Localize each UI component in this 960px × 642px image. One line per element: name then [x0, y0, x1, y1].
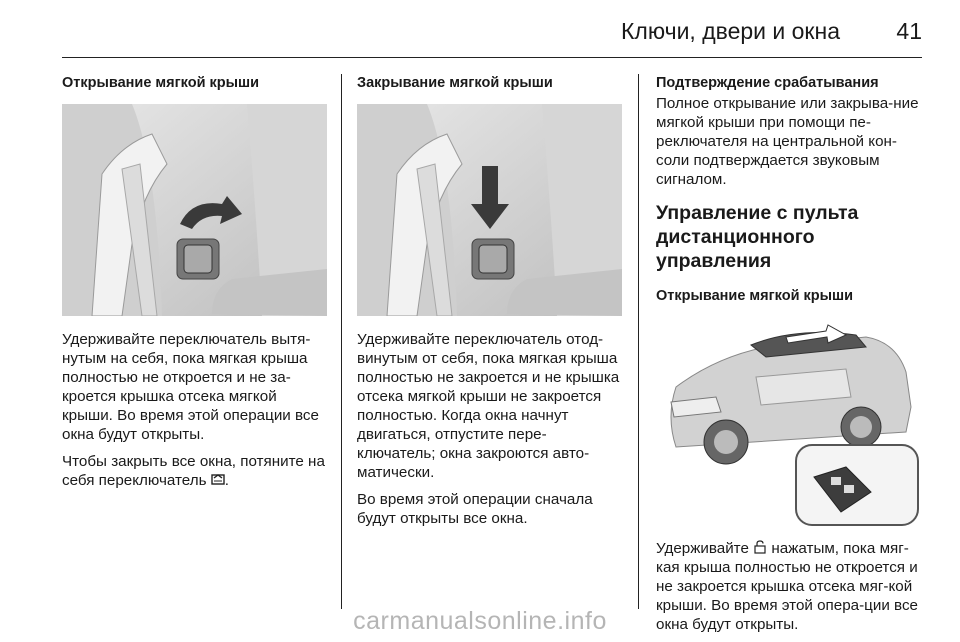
console-switch-pull-illustration	[62, 104, 327, 316]
page-header-title: Ключи, двери и окна	[621, 18, 840, 44]
section-heading-remote: Управление с пульта дистанционного управления	[656, 202, 859, 272]
instruction-paragraph-close-windows: Чтобы закрыть все окна, потяните на себя переключатель .	[62, 453, 325, 489]
watermark: carmanualsonline.info	[353, 607, 607, 635]
section-subheading: Закрывание мягкой крыши	[357, 75, 553, 91]
section-subheading: Подтверждение срабатывания	[656, 75, 879, 91]
column-divider-2	[638, 74, 639, 609]
instruction-paragraph: Удерживайте переключатель отод-винутым от себя, пока мягкая крыша полностью не закроется и не крышка отсека мягкой крыши не закроется полностью. Когда окна начнут двигаться, отпустите пере-ключатель; окна закроются авто-матически.	[357, 331, 620, 481]
instruction-paragraph: Удерживайте переключатель вытя-нутым на себя, пока мягкая крыша полностью не откроется и не за-кроется крышка отсека мягкой крыши. Во время этой операции все окна будут открыты.	[62, 331, 319, 443]
confirmation-paragraph: Полное открывание или закрыва-ние мягкой крыши при помощи пе-реключателя на центральной кон-соли подтверждается звуковым сигналом.	[656, 95, 919, 188]
column-divider-1	[341, 74, 342, 609]
column-confirmation-remote	[656, 74, 926, 642]
remote-instruction-paragraph: Удерживайте нажатым, пока мяг-кая крыша полностью не откроется и не закроется крышка отсека мяг-кой крыши. Во время этой опера-ции все окна будут открыты.	[656, 540, 918, 633]
header-divider	[62, 57, 922, 58]
column-close-roof	[357, 74, 622, 536]
unlock-button-icon	[753, 540, 767, 554]
roof-switch-icon	[211, 472, 225, 486]
section-subheading: Открывание мягкой крыши	[656, 288, 854, 304]
column-open-roof	[62, 74, 327, 498]
section-subheading: Открывание мягкой крыши	[62, 75, 260, 91]
console-switch-push-illustration	[357, 104, 622, 316]
convertible-car-with-remote-key-illustration	[656, 317, 921, 529]
page-number: 41	[896, 18, 922, 44]
note-paragraph: Во время этой операции сначала будут открыты все окна.	[357, 491, 593, 527]
